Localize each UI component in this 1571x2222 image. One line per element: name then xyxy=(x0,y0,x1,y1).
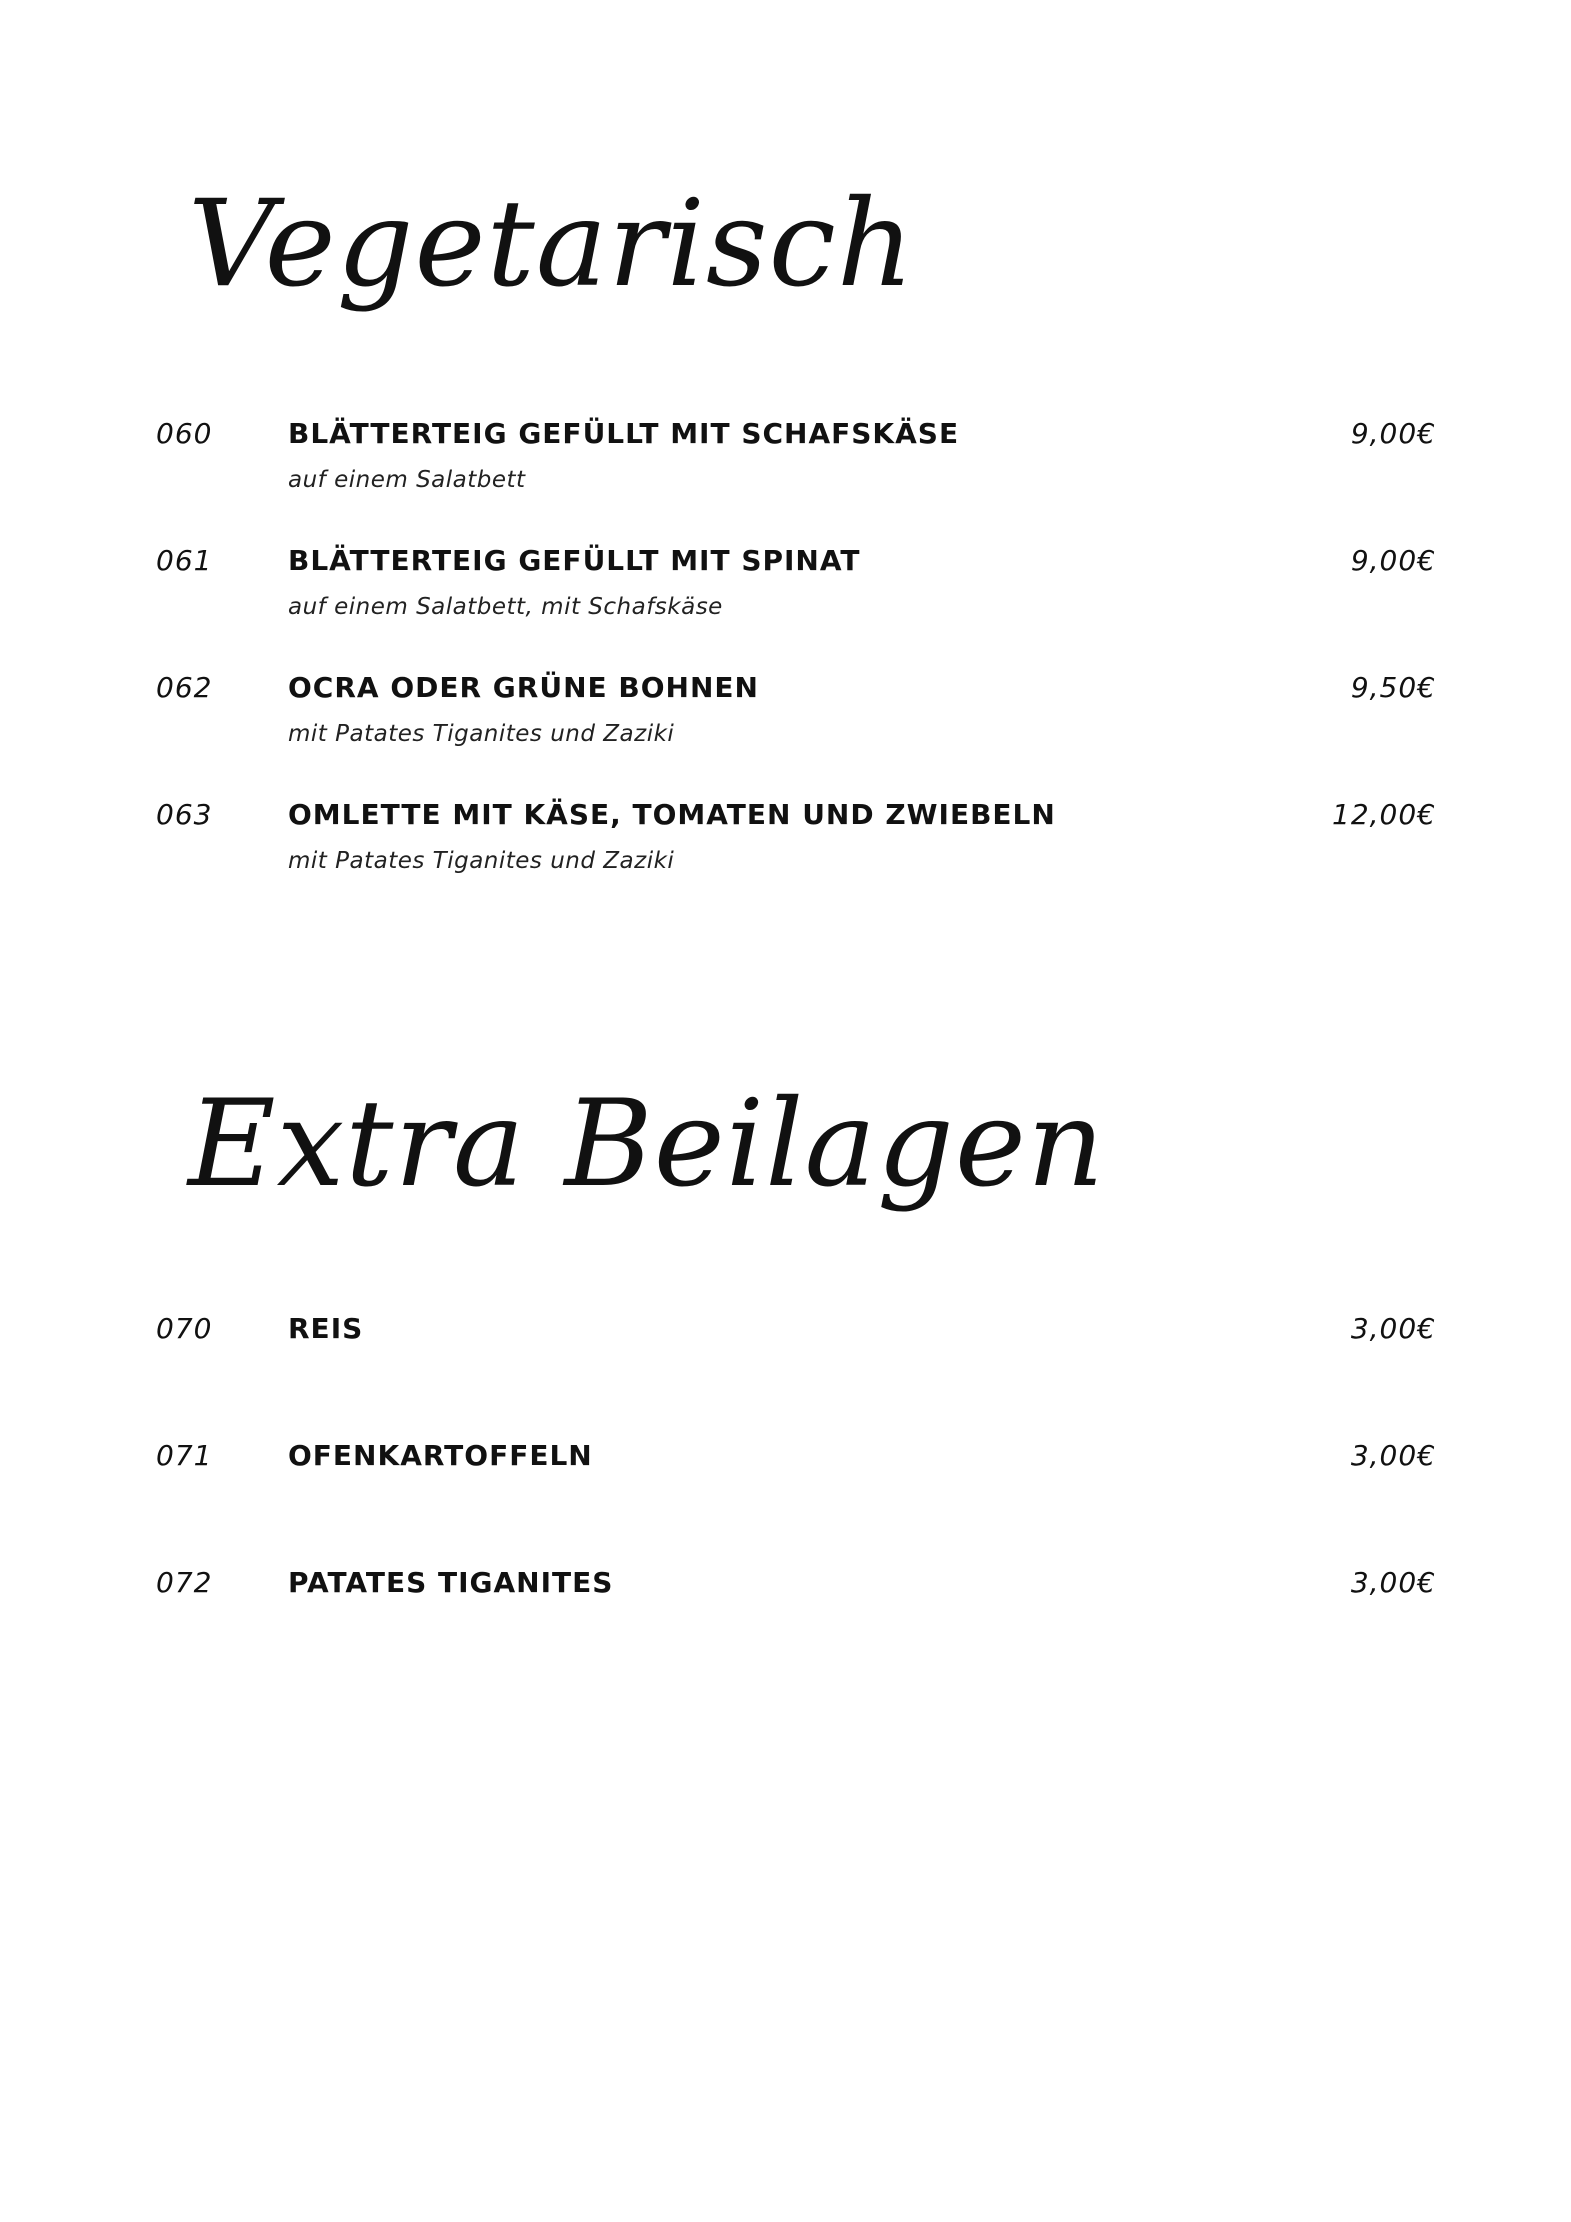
item-number: 063 xyxy=(156,798,213,831)
item-description: auf einem Salatbett xyxy=(288,467,526,493)
menu-item-line xyxy=(156,791,1436,839)
item-number: 062 xyxy=(156,671,213,704)
menu-list-extra-beilagen xyxy=(156,1305,1436,1686)
item-description: mit Patates Tiganites und Zaziki xyxy=(288,848,675,874)
menu-item-062 xyxy=(156,664,1436,791)
item-number: 072 xyxy=(156,1566,213,1599)
menu-item-070 xyxy=(156,1305,1436,1432)
item-name: OFENKARTOFFELN xyxy=(288,1439,593,1472)
menu-item-line xyxy=(156,410,1436,458)
item-description: mit Patates Tiganites und Zaziki xyxy=(288,721,675,747)
menu-item-line xyxy=(156,1432,1436,1480)
menu-item-line xyxy=(156,1559,1436,1607)
menu-item-line xyxy=(156,664,1436,712)
item-price: 12,00€ xyxy=(1332,798,1436,831)
item-price: 9,50€ xyxy=(1350,671,1436,704)
item-name: BLÄTTERTEIG GEFÜLLT MIT SPINAT xyxy=(288,544,861,577)
item-price: 9,00€ xyxy=(1350,417,1436,450)
item-description: auf einem Salatbett, mit Schafskäse xyxy=(288,594,723,620)
item-price: 3,00€ xyxy=(1350,1439,1436,1472)
item-price: 3,00€ xyxy=(1350,1312,1436,1345)
item-number: 060 xyxy=(156,417,213,450)
menu-list-vegetarisch xyxy=(156,410,1436,918)
item-number: 070 xyxy=(156,1312,213,1345)
item-price: 9,00€ xyxy=(1350,544,1436,577)
item-number: 061 xyxy=(156,544,213,577)
item-name: OCRA ODER GRÜNE BOHNEN xyxy=(288,671,759,704)
section-title-vegetarisch: Vegetarisch xyxy=(188,175,916,314)
menu-item-line xyxy=(156,1305,1436,1353)
section-title-extra-beilagen: Extra Beilagen xyxy=(188,1075,1106,1214)
menu-item-060 xyxy=(156,410,1436,537)
item-name: OMLETTE MIT KÄSE, TOMATEN UND ZWIEBELN xyxy=(288,798,1056,831)
item-number: 071 xyxy=(156,1439,213,1472)
menu-item-063 xyxy=(156,791,1436,918)
menu-item-line xyxy=(156,537,1436,585)
menu-item-061 xyxy=(156,537,1436,664)
item-name: REIS xyxy=(288,1312,364,1345)
item-name: BLÄTTERTEIG GEFÜLLT MIT SCHAFSKÄSE xyxy=(288,417,960,450)
menu-item-071 xyxy=(156,1432,1436,1559)
item-price: 3,00€ xyxy=(1350,1566,1436,1599)
item-name: PATATES TIGANITES xyxy=(288,1566,614,1599)
menu-item-072 xyxy=(156,1559,1436,1686)
